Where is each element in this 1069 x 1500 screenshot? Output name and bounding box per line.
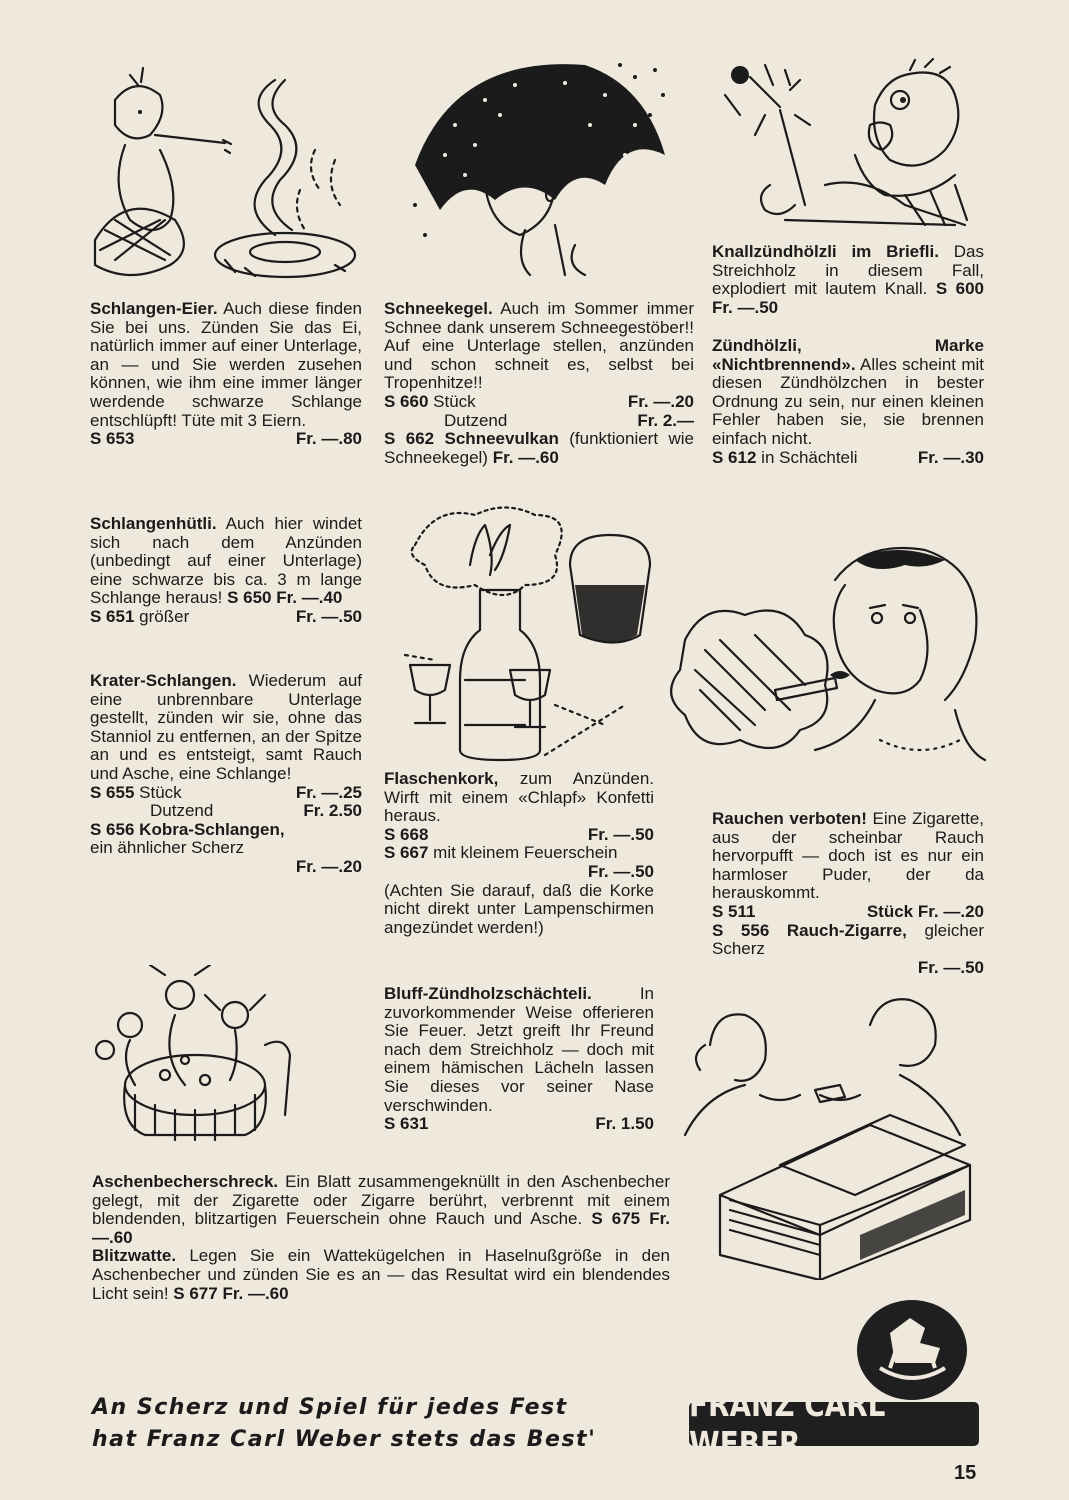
price: Fr. —.50: [587, 861, 654, 881]
entry-title: Schneekegel.: [384, 299, 493, 318]
product-code: S 650: [227, 588, 272, 608]
product-label: größer: [134, 606, 190, 626]
product-code: S 677: [173, 1283, 218, 1303]
entry-title: Bluff-Zündholzschächteli.: [384, 984, 592, 1003]
entry-text: Das Streichholz in diesem Fall, explodiert mit lautem Knall.: [712, 242, 984, 299]
product-label: Dutzend: [150, 801, 214, 821]
product-code: S 660: [384, 391, 429, 411]
product-label: Dutzend: [444, 410, 508, 430]
entry-note: (Achten Sie darauf, daß die Korke nicht direkt unter Lampenschirmen angezündet werden!): [384, 880, 654, 937]
entry-text: Ein Blatt zusammengeknüllt in den Aschenbecher gelegt, mit der Zigarette oder Zigarre berührt, verbrennt mit einem blendenden, blitzartigen Feuerschein ohne Rauch und Asche.: [92, 1172, 670, 1229]
product-label: Stück: [428, 391, 476, 411]
price: Fr. —.50: [295, 606, 362, 626]
entry-title: Blitzwatte.: [92, 1246, 177, 1266]
entry-text: Wiederum auf eine unbrennbare Unterlage gestellt, zünden wir sie, ohne das Stanniol zu entfernen, an der Spitze an und es entsteigt, samt Rauch und Asche, eine Schlange!: [90, 671, 362, 783]
product-code: S 668: [384, 824, 429, 844]
price: Fr. —.20: [627, 391, 694, 411]
schlangen-eier-entry: [90, 300, 362, 449]
price: Fr. —.20: [295, 856, 362, 876]
product-code: S 612: [712, 447, 757, 467]
entry-text: gleicher Scherz: [712, 920, 984, 959]
entry-text: Auch diese finden Sie bei uns. Zünden Sie das Ei, natürlich immer auf einer Unterlage, an — und Sie werden zusehen können, wie ihm eine immer länger werdende schwarze Schlange entschlüpft! Tüte mit 3 Eiern.: [90, 299, 362, 430]
product-code: S 675: [591, 1209, 641, 1229]
product-code: S 600: [935, 279, 985, 299]
entry-title: Schneevulkan: [434, 429, 559, 449]
price: Fr. —.30: [917, 447, 984, 467]
entry-title: Aschenbecherschreck.: [92, 1172, 279, 1191]
price: Fr. —.60: [487, 447, 559, 467]
entry-title: Schlangenhütli.: [90, 514, 217, 533]
party-table-illustration: [95, 965, 295, 1145]
entry-text: Alles scheint mit diesen Zündhölzchen in bester Ordnung zu sein, nur einen kleinen Fehler haben sie, sie brennen einfach nicht.: [712, 354, 984, 448]
price: Stück Fr. —.20: [866, 901, 984, 921]
krater-schlangen-entry: [90, 672, 362, 877]
price: Fr. 2.—: [637, 410, 694, 430]
entry-title: Schlangen-Eier.: [90, 299, 218, 318]
product-code: S 667: [384, 843, 429, 863]
price: Fr. —.80: [295, 429, 362, 449]
slogan-line: An Scherz und Spiel für jedes Fest: [92, 1395, 568, 1420]
product-code: S 653: [90, 429, 135, 449]
schlangenhuetli-entry: [90, 515, 362, 627]
brand-logo: [689, 1384, 979, 1464]
price: Fr. —.60: [92, 1209, 670, 1247]
price: Fr. —.50: [587, 824, 654, 844]
rauchen-verboten-entry: [712, 810, 984, 977]
entry-title: Rauchen verboten!: [712, 809, 867, 828]
product-code: S 662: [384, 429, 435, 449]
entry-title: Flaschenkork,: [384, 769, 499, 788]
bottle-cork-illustration: [395, 505, 675, 765]
entry-text: Auch im Sommer immer Schnee dank unserem Schneegestöber!! Auf eine Unterlage stellen, anzünden und schon schneit es, selbst bei Tropenhitze!!: [384, 299, 694, 393]
price: Fr. —.60: [222, 1283, 289, 1303]
aschenbecherschreck-entry: [92, 1173, 670, 1303]
brand-name: FRANZ CARL WEBER: [689, 1384, 886, 1464]
price: Fr. 1.50: [595, 1114, 654, 1134]
product-code: S 651: [90, 606, 135, 626]
entry-text: ein ähnlicher Scherz: [90, 838, 245, 858]
entry-text: Auch hier windet sich nach dem Anzünden (unbedingt auf einer Unterlage) eine schwarze bis ca. 3 m lange Schlange heraus!: [90, 514, 362, 608]
snow-umbrella-illustration: [405, 55, 680, 280]
entry-title: Rauch-Zigarre,: [769, 920, 907, 940]
matchbox-illustration: [670, 985, 980, 1280]
price: Fr. —.50: [917, 957, 984, 977]
exploding-match-illustration: [705, 55, 995, 230]
slogan: [92, 1392, 596, 1456]
product-code: S 556: [712, 920, 770, 940]
product-code: S 655: [90, 782, 135, 802]
product-label: in Schächteli: [756, 447, 858, 467]
entry-text: Legen Sie ein Wattekügelchen in Haselnußgröße in den Aschenbecher und zünden Sie es an — das Resultat wird ein blendendes Licht sein!: [92, 1246, 670, 1303]
product-label: Stück: [134, 782, 182, 802]
product-code: S 656: [90, 819, 135, 839]
price: Fr. 2.50: [303, 801, 362, 821]
knallzuendhoelzli-entry: [712, 243, 984, 317]
entry-text: In zuvorkommender Weise offerieren Sie Feuer. Jetzt greift Ihr Freund nach dem Streichholz — doch mit einem hämischen Lächeln lassen Sie dieses vor seiner Nase verschwinden.: [384, 984, 654, 1115]
page-number: 15: [954, 1462, 977, 1484]
snake-charmer-illustration: [85, 60, 365, 285]
entry-text: zum Anzünden. Wirft mit einem «Chlapf» Konfetti heraus.: [384, 769, 654, 826]
nichtbrennend-entry: [712, 337, 984, 467]
schneekegel-entry: [384, 300, 694, 467]
price: Fr. —.40: [276, 588, 343, 608]
bluff-entry: [384, 985, 654, 1134]
entry-title: Kobra-Schlangen,: [134, 819, 285, 839]
entry-title: Zündhölzli, Marke «Nichtbrennend».: [712, 336, 984, 374]
price: Fr. —.25: [295, 782, 362, 802]
price: Fr. —.50: [712, 297, 779, 317]
product-code: S 511: [712, 901, 756, 921]
entry-title: Krater-Schlangen.: [90, 671, 237, 690]
slogan-line: hat Franz Carl Weber stets das Best': [92, 1427, 597, 1452]
entry-title: Knallzündhölzli im Briefli.: [712, 242, 939, 261]
entry-text: Eine Zigarette, aus der scheinbar Rauch hervorpufft — doch ist es nur ein harmloser Puder, der da herauskommt.: [712, 809, 984, 903]
flaschenkork-entry: [384, 770, 654, 937]
smoking-lady-illustration: [665, 540, 995, 800]
entry-text: mit kleinem Feuerschein: [428, 843, 618, 863]
entry-text: (funktioniert wie Schneekegel): [384, 429, 694, 467]
product-code: S 631: [384, 1114, 429, 1134]
